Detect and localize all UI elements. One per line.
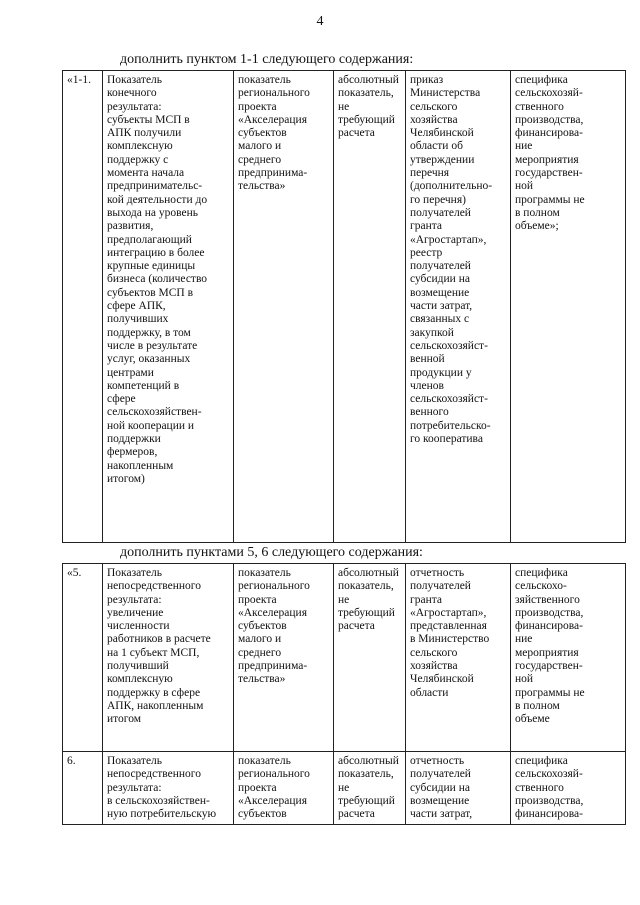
risk-note: специфика сельскохозяй- ственного производства, финансирова- xyxy=(511,752,626,825)
calculation-method: абсолютный показатель, не требующий расчета xyxy=(334,752,406,825)
table-row xyxy=(63,71,626,543)
data-source: приказ Министерства сельского хозяйства Челябинской области об утверждении перечня (дополнительно- го перечня) получателей гранта «Агростартап», реестр получателей субсидии на возмещение части затрат, связанных с закупкой сельскохозяйст- венной продукции у членов сельскохозяйст- венного потребительско- го кооператива xyxy=(406,71,511,543)
indicator-table-2 xyxy=(62,563,626,825)
indicator-description: Показатель непосредственного результата: в сельскохозяйствен- ную потребительскую xyxy=(103,752,234,825)
page-number: 4 xyxy=(316,14,324,29)
risk-note: специфика сельскохо- зяйственного производства, финансирова- ние мероприятия государствен- ной программы не в полном объеме xyxy=(511,564,626,752)
row-number: «1-1. xyxy=(63,71,103,543)
risk-note: специфика сельскохозяй- ственного производства, финансирова- ние мероприятия государствен- ной программы не в полном объеме»; xyxy=(511,71,626,543)
indicator-description: Показатель конечного результата: субъекты МСП в АПК получили комплексную поддержку с момента начала предпринимательс- кой деятельности до выхода на уровень развития, предполагающий интеграцию в более крупные единицы бизнеса (количество субъектов МСП в сфере АПК, получивших поддержку, в том числе в результате услуг, оказанных центрами компетенций в сфере сельскохозяйствен- ной кооперации и поддержки фермеров, накопленным итогом) xyxy=(103,71,234,543)
table-row xyxy=(63,752,626,825)
calculation-method: абсолютный показатель, не требующий расчета xyxy=(334,564,406,752)
data-source: отчетность получателей субсидии на возмещение части затрат, xyxy=(406,752,511,825)
calculation-method: абсолютный показатель, не требующий расчета xyxy=(334,71,406,543)
indicator-type: показатель регионального проекта «Акселерация субъектов малого и среднего предпринима- тельства» xyxy=(234,71,334,543)
indicator-table-1 xyxy=(62,70,626,543)
indicator-type: показатель регионального проекта «Акселерация субъектов малого и среднего предпринима- тельства» xyxy=(234,564,334,752)
indicator-type: показатель регионального проекта «Акселерация субъектов xyxy=(234,752,334,825)
row-number: 6. xyxy=(63,752,103,825)
table-row xyxy=(63,564,626,752)
amendment-intro-1: дополнить пунктом 1-1 следующего содержания: xyxy=(120,52,414,67)
indicator-description: Показатель непосредственного результата: увеличение численности работников в расчете на 1 субъект МСП, получивший комплексную поддержку в сфере АПК, накопленным итогом xyxy=(103,564,234,752)
row-number: «5. xyxy=(63,564,103,752)
amendment-intro-2: дополнить пунктами 5, 6 следующего содержания: xyxy=(120,545,423,560)
data-source: отчетность получателей гранта «Агростартап», представленная в Министерство сельского хозяйства Челябинской области xyxy=(406,564,511,752)
